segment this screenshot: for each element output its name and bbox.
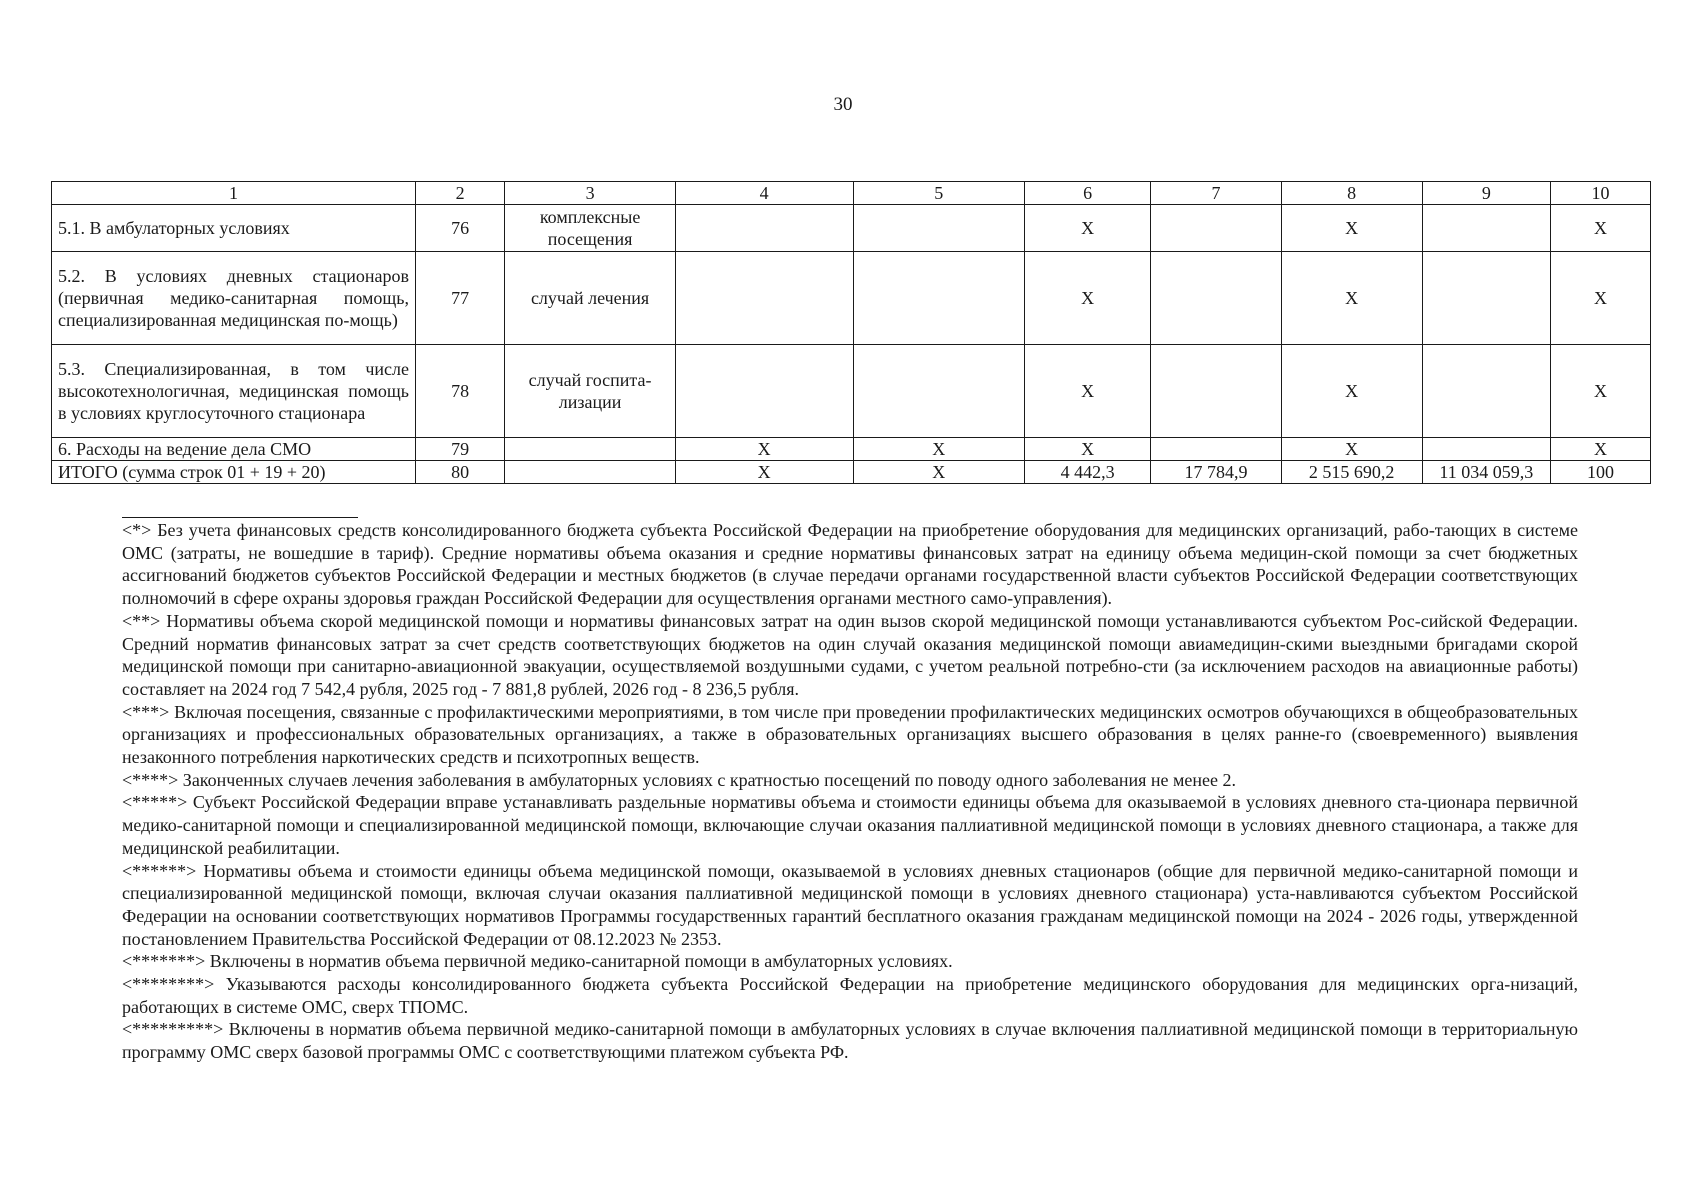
- column-header: 2: [415, 182, 504, 205]
- column-header: 10: [1550, 182, 1650, 205]
- column-header: 3: [505, 182, 675, 205]
- cell-col9: [1422, 252, 1550, 345]
- row-code: 78: [415, 345, 504, 438]
- table-row: [52, 205, 1651, 252]
- footnote: <*****> Субъект Российской Федерации вправе устанавливать раздельные нормативы объема и стоимости единицы объема для оказываемой в условиях дневного ста-ционара первичной медико-санитарной помощи и специализированной медицинской помощи, включающие случаи оказания паллиативной медицинской помощи в условиях дневного стационара, а также для медицинской реабилитации.: [122, 792, 1578, 858]
- column-header: 5: [853, 182, 1024, 205]
- column-header: 6: [1025, 182, 1151, 205]
- cell-col10: X: [1550, 205, 1650, 252]
- row-name: 5.3. Специализированная, в том числе высокотехнологичная, медицинская помощь в условиях круглосуточного стационара: [52, 345, 416, 438]
- cell-col5: [853, 345, 1024, 438]
- table-row: [52, 438, 1651, 461]
- footnote: <********> Указываются расходы консолидированного бюджета субъекта Российской Федерации на приобретение медицинского оборудования для медицинских орга-низаций, работающих в системе ОМС, сверх ТПОМС.: [122, 974, 1578, 1017]
- cell-col7: [1151, 252, 1281, 345]
- column-header: 1: [52, 182, 416, 205]
- footnote: <*> Без учета финансовых средств консолидированного бюджета субъекта Российской Федерации на приобретение оборудования для медицинских организаций, рабо-тающих в системе ОМС (затраты, не вошедшие в тариф). Средние нормативы объема оказания и средние нормативы финансовых затрат на единицу объема медицин-ской помощи за счет бюджетных ассигнований бюджетов субъектов Российской Федерации и местных бюджетов (в случае передачи органами государственной власти субъектов Российской Федерации соответствующих полномочий в сфере охраны здоровья граждан Российской Федерации для осуществления органами местного само-управления).: [122, 520, 1578, 609]
- table-row-total: [52, 461, 1651, 484]
- cell-col6: X: [1025, 252, 1151, 345]
- cell-col6: 4 442,3: [1025, 461, 1151, 484]
- cell-col7: [1151, 438, 1281, 461]
- cell-col5: [853, 252, 1024, 345]
- row-name: 5.2. В условиях дневных стационаров (первичная медико-санитарная помощь, специализированная медицинская по-мощь): [52, 252, 416, 345]
- cell-col7: [1151, 345, 1281, 438]
- cell-col4: [675, 205, 853, 252]
- footnote: <*********> Включены в норматив объема первичной медико-санитарной помощи в амбулаторных условиях в случае включения паллиативной медицинской помощи в территориальную программу ОМС сверх базовой программы ОМС с соответствующими платежом субъекта РФ.: [122, 1019, 1578, 1063]
- row-code: 80: [415, 461, 504, 484]
- cell-col8: X: [1281, 252, 1422, 345]
- cell-col4: [675, 252, 853, 345]
- cell-col8: X: [1281, 345, 1422, 438]
- cell-col5: X: [853, 438, 1024, 461]
- table-header-row: [52, 182, 1651, 205]
- row-name: 5.1. В амбулаторных условиях: [52, 205, 416, 252]
- table-row: [52, 345, 1651, 438]
- cell-col10: X: [1550, 438, 1650, 461]
- cell-col5: [853, 205, 1024, 252]
- row-unit: [505, 461, 675, 484]
- column-header: 7: [1151, 182, 1281, 205]
- cell-col9: [1422, 345, 1550, 438]
- column-header: 4: [675, 182, 853, 205]
- cell-col4: X: [675, 438, 853, 461]
- cell-col4: X: [675, 461, 853, 484]
- footnote-separator: [122, 517, 358, 518]
- data-table: [51, 181, 1651, 484]
- cell-col9: [1422, 438, 1550, 461]
- column-header: 9: [1422, 182, 1550, 205]
- cell-col5: X: [853, 461, 1024, 484]
- cell-col10: X: [1550, 252, 1650, 345]
- footnote: <****> Законченных случаев лечения заболевания в амбулаторных условиях с кратностью посещений по поводу одного заболевания не менее 2.: [122, 769, 1237, 790]
- row-name: ИТОГО (сумма строк 01 + 19 + 20): [52, 461, 416, 484]
- row-unit: комплексные посещения: [505, 205, 675, 252]
- cell-col7: 17 784,9: [1151, 461, 1281, 484]
- row-name: 6. Расходы на ведение дела СМО: [52, 438, 416, 461]
- row-code: 76: [415, 205, 504, 252]
- row-unit: [505, 438, 675, 461]
- cell-col4: [675, 345, 853, 438]
- cell-col8: X: [1281, 205, 1422, 252]
- footnote: <******> Нормативы объема и стоимости единицы объема медицинской помощи, оказываемой в условиях дневных стационаров (общие для первичной медико-санитарной помощи и специализированной медицинской помощи, включая случаи оказания паллиативной медицинской помощи в условиях дневного стационара) уста-навливаются субъектом Российской Федерации на основании соответствующих нормативов Программы государственных гарантий бесплатного оказания гражданам медицинской помощи на 2024 - 2026 годы, утвержденной постановлением Правительства Российской Федерации от 08.12.2023 № 2353.: [122, 860, 1578, 949]
- cell-col7: [1151, 205, 1281, 252]
- column-header: 8: [1281, 182, 1422, 205]
- cell-col9: 11 034 059,3: [1422, 461, 1550, 484]
- cell-col8: 2 515 690,2: [1281, 461, 1422, 484]
- cell-col6: X: [1025, 205, 1151, 252]
- footnote: <**> Нормативы объема скорой медицинской помощи и нормативы финансовых затрат на один вызов скорой медицинской помощи устанавливаются субъектом Рос-сийской Федерации. Средний норматив финансовых затрат за счет средств соответствующих бюджетов на один случай оказания медицинской помощи авиамедицин-скими выездными бригадами скорой медицинской помощи при санитарно-авиационной эвакуации, осуществляемой воздушными судами, с учетом реальной потребно-сти (за исключением расходов на авиационные работы) составляет на 2024 год 7 542,4 рубля, 2025 год - 7 881,8 рублей, 2026 год - 8 236,5 рубля.: [122, 610, 1578, 699]
- row-unit: случай госпита-лизации: [505, 345, 675, 438]
- row-code: 77: [415, 252, 504, 345]
- table-row: [52, 252, 1651, 345]
- cell-col8: X: [1281, 438, 1422, 461]
- cell-col6: X: [1025, 345, 1151, 438]
- row-unit: случай лечения: [505, 252, 675, 345]
- footnote: <*******> Включены в норматив объема первичной медико-санитарной помощи в амбулаторных условиях.: [122, 951, 953, 972]
- cell-col10: X: [1550, 345, 1650, 438]
- footnote: <***> Включая посещения, связанные с профилактическими мероприятиями, в том числе при проведении профилактических медицинских осмотров обучающихся в общеобразовательных организациях и профессиональных образовательных организациях, а также в образовательных организациях высшего образования в целях ранне-го (своевременного) выявления незаконного потребления наркотических средств и психотропных веществ.: [122, 701, 1578, 768]
- cell-col10: 100: [1550, 461, 1650, 484]
- page-number: 30: [833, 94, 853, 115]
- footnotes: [122, 519, 1578, 1064]
- row-code: 79: [415, 438, 504, 461]
- cell-col9: [1422, 205, 1550, 252]
- cell-col6: X: [1025, 438, 1151, 461]
